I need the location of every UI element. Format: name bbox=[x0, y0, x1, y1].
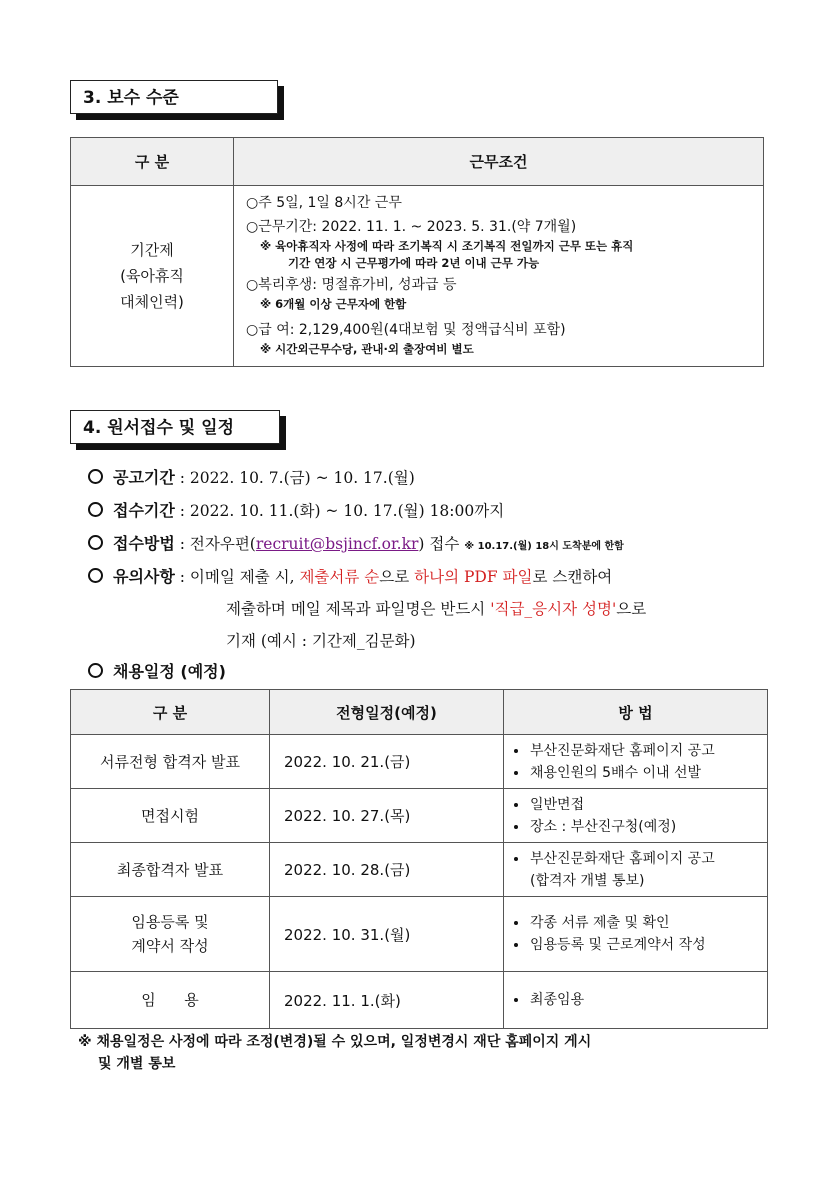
circle-bullet-icon bbox=[88, 502, 103, 517]
schedule-table bbox=[70, 689, 768, 1029]
circle-bullet-icon bbox=[88, 535, 103, 550]
notes-line-3 bbox=[226, 630, 416, 652]
schedule-header-method: 방 법 bbox=[504, 690, 768, 735]
notes-line1-mid: 으로 bbox=[379, 568, 415, 586]
method-line: 채용인원의 5배수 이내 선발 bbox=[530, 764, 702, 781]
list-item-announcement: 공고기간 : 2022. 10. 7.(금) ~ 10. 17.(월) bbox=[88, 467, 415, 489]
method-line: 각종 서류 제출 및 확인 bbox=[530, 915, 670, 931]
note-reinstatement: ※ 육아휴직자 사정에 따라 조기복직 시 조기복직 전일까지 근무 또는 휴직 bbox=[260, 239, 634, 253]
label-line-3: 대체인력) bbox=[120, 293, 184, 311]
pay-header-conditions: 근무조건 bbox=[234, 138, 764, 186]
schedule-date: 2022. 10. 31.(월) bbox=[270, 897, 504, 972]
list-item-application-method: 접수방법 : 전자우편(recruit@bsjincf.or.kr) 접수 ※ 10.17.(월) 18시 도착분에 한함 bbox=[88, 533, 624, 558]
table-row bbox=[71, 735, 768, 789]
schedule-method bbox=[504, 897, 768, 972]
list-item-notes: 유의사항 : 이메일 제출 시, 제출서류 순으로 하나의 PDF 파일로 스캔하여 bbox=[88, 566, 612, 588]
notes-highlight-filename: '직급_응시자 성명' bbox=[490, 600, 617, 618]
schedule-date: 2022. 10. 21.(금) bbox=[270, 735, 504, 789]
table-row bbox=[71, 972, 768, 1029]
table-row bbox=[71, 843, 768, 897]
item-label: 접수기간 bbox=[113, 501, 175, 520]
notes-line2-pre: 제출하며 메일 제목과 파일명은 반드시 bbox=[226, 600, 491, 618]
schedule-method bbox=[504, 789, 768, 843]
item-value: 2022. 10. 7.(금) ~ 10. 17.(월) bbox=[189, 469, 415, 487]
bullet-dot-icon bbox=[514, 943, 518, 947]
schedule-date: 2022. 11. 1.(화) bbox=[270, 972, 504, 1029]
table-row bbox=[71, 789, 768, 843]
circle-bullet-icon bbox=[88, 663, 103, 678]
item-value-post: ) 접수 bbox=[418, 535, 460, 553]
notes-highlight-pdf: 하나의 PDF 파일 bbox=[414, 568, 533, 586]
schedule-stage: 서류전형 합격자 발표 bbox=[71, 735, 270, 789]
schedule-stage: 임 용 bbox=[71, 972, 270, 1029]
schedule-heading bbox=[88, 661, 226, 683]
pay-row-label bbox=[71, 186, 234, 367]
section-4-heading bbox=[70, 410, 280, 444]
section-3-heading bbox=[70, 80, 278, 114]
bullet-dot-icon bbox=[514, 825, 518, 829]
section-3-title: 3. 보수 수준 bbox=[83, 88, 179, 108]
schedule-table-header bbox=[71, 690, 768, 735]
schedule-stage bbox=[71, 897, 270, 972]
note-salary: ※ 시간외근무수당, 관내·외 출장여비 별도 bbox=[260, 342, 474, 356]
pay-table-row bbox=[71, 186, 764, 367]
section-4-title: 4. 원서접수 및 일정 bbox=[83, 418, 234, 438]
method-line: (합격자 개별 통보) bbox=[530, 872, 645, 889]
schedule-method bbox=[504, 735, 768, 789]
schedule-footnote-line-2: 및 개별 통보 bbox=[98, 1056, 176, 1072]
notes-line1-post: 로 스캔하여 bbox=[532, 568, 613, 586]
notes-example: 기재 (예시 : 기간제_김문화) bbox=[226, 632, 416, 650]
table-row bbox=[71, 897, 768, 972]
bullet-dot-icon bbox=[514, 998, 518, 1002]
method-line: 부산진문화재단 홈페이지 공고 bbox=[530, 742, 715, 759]
schedule-method bbox=[504, 972, 768, 1029]
stage-line-1: 임용등록 및 bbox=[131, 913, 209, 931]
schedule-date: 2022. 10. 27.(목) bbox=[270, 789, 504, 843]
notes-line1-pre: 이메일 제출 시, bbox=[189, 568, 300, 586]
condition-period: ○근무기간: 2022. 11. 1. ~ 2023. 5. 31.(약 7개월) bbox=[246, 219, 577, 235]
method-line: 장소 : 부산진구청(예정) bbox=[530, 818, 677, 835]
condition-welfare: ○복리후생: 명절휴가비, 성과급 등 bbox=[246, 277, 457, 293]
schedule-footnote-line-1: ※ 채용일정은 사정에 따라 조정(변경)될 수 있으며, 일정변경시 재단 홈페이지 게시 bbox=[78, 1034, 592, 1050]
label-line-2: (육아휴직 bbox=[120, 267, 184, 285]
email-link[interactable]: recruit@bsjincf.or.kr bbox=[255, 535, 419, 553]
bullet-dot-icon bbox=[514, 771, 518, 775]
method-line: 부산진문화재단 홈페이지 공고 bbox=[530, 850, 715, 867]
method-line: 최종임용 bbox=[530, 992, 585, 1008]
method-line: 임용등록 및 근로계약서 작성 bbox=[530, 937, 706, 953]
schedule-stage: 면접시험 bbox=[71, 789, 270, 843]
pay-table-header bbox=[71, 138, 764, 186]
item-value: 2022. 10. 11.(화) ~ 10. 17.(월) 18:00까지 bbox=[189, 502, 505, 520]
schedule-header-date: 전형일정(예정) bbox=[270, 690, 504, 735]
list-item-application-period: 접수기간 : 2022. 10. 11.(화) ~ 10. 17.(월) 18:00까지 bbox=[88, 500, 504, 522]
circle-bullet-icon bbox=[88, 568, 103, 583]
label-line-1: 기간제 bbox=[130, 241, 174, 259]
item-value-pre: 전자우편( bbox=[189, 535, 256, 553]
condition-salary: ○급 여: 2,129,400원(4대보험 및 정액급식비 포함) bbox=[246, 322, 566, 338]
schedule-header-category: 구 분 bbox=[71, 690, 270, 735]
item-label: 유의사항 bbox=[113, 567, 175, 586]
note-reinstatement-cont: 기간 연장 시 근무평가에 따라 2년 이내 근무 가능 bbox=[288, 256, 540, 270]
item-label: 공고기간 bbox=[113, 468, 175, 487]
bullet-dot-icon bbox=[514, 921, 518, 925]
schedule-date: 2022. 10. 28.(금) bbox=[270, 843, 504, 897]
stage-line-2: 계약서 작성 bbox=[131, 937, 209, 955]
item-label: 접수방법 bbox=[113, 534, 175, 553]
schedule-stage: 최종합격자 발표 bbox=[71, 843, 270, 897]
notes-line-2 bbox=[226, 598, 646, 620]
notes-highlight-order: 제출서류 순 bbox=[299, 568, 380, 586]
pay-row-conditions bbox=[234, 186, 764, 367]
method-line: 일반면접 bbox=[530, 796, 585, 813]
pay-header-category: 구 분 bbox=[71, 138, 234, 186]
bullet-dot-icon bbox=[514, 803, 518, 807]
schedule-method bbox=[504, 843, 768, 897]
schedule-title: 채용일정 (예정) bbox=[113, 662, 226, 681]
bullet-dot-icon bbox=[514, 857, 518, 861]
notes-line2-post: 으로 bbox=[616, 600, 647, 618]
circle-bullet-icon bbox=[88, 469, 103, 484]
note-welfare: ※ 6개월 이상 근무자에 한함 bbox=[260, 297, 407, 311]
pay-table bbox=[70, 137, 764, 367]
condition-workdays: ○주 5일, 1일 8시간 근무 bbox=[246, 195, 402, 211]
deadline-note: ※ 10.17.(월) 18시 도착분에 한함 bbox=[464, 541, 624, 552]
bullet-dot-icon bbox=[514, 749, 518, 753]
